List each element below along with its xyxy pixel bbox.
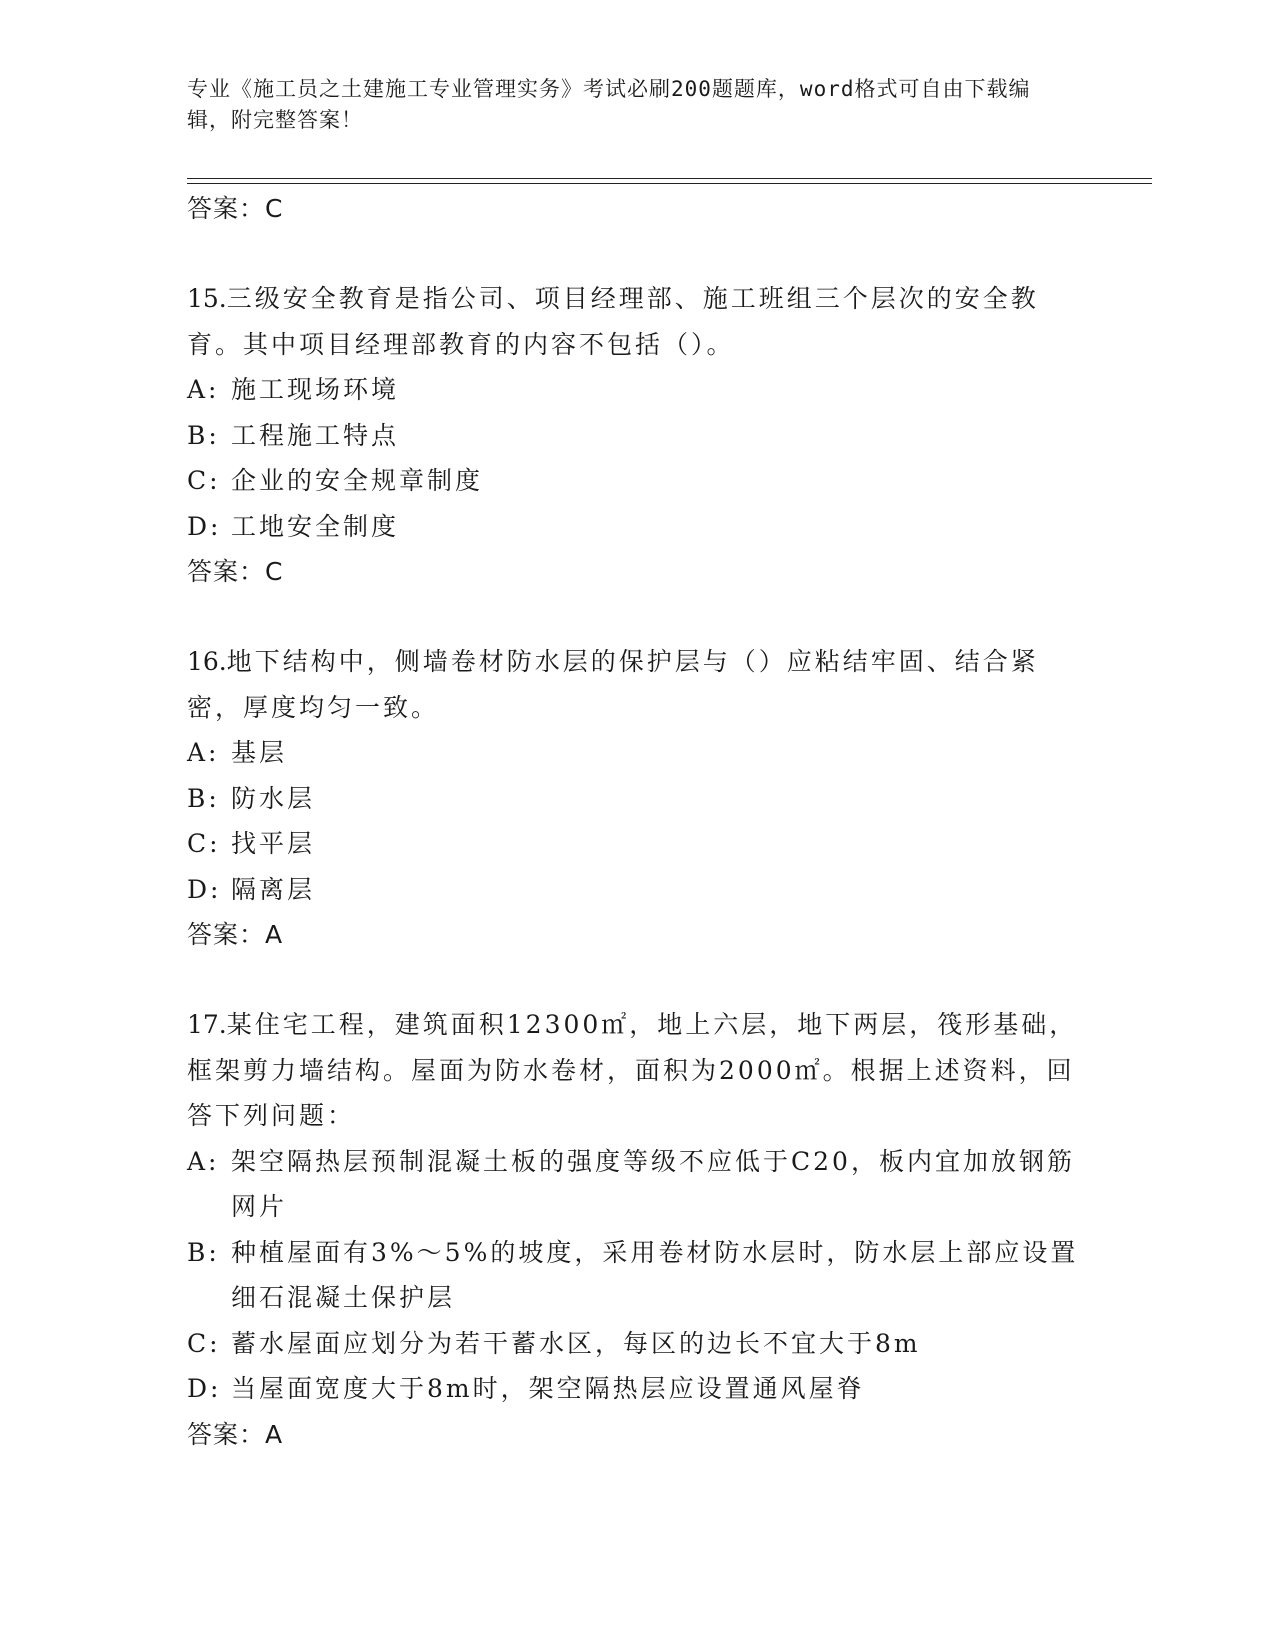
option-b [187, 776, 1087, 822]
question-text [187, 1002, 1087, 1139]
question-16 [187, 639, 1087, 958]
option-d [187, 867, 1087, 913]
option-text: 施工现场环境 [231, 375, 400, 404]
option-letter: C: [187, 829, 221, 858]
option-d [187, 1366, 1087, 1412]
page-header [187, 74, 1067, 136]
option-a [187, 1139, 1087, 1230]
option-text: 种植屋面有3%～5%的坡度，采用卷材防水层时，防水层上部应设置细石混凝土保护层 [231, 1237, 1079, 1312]
question-body: 三级安全教育是指公司、项目经理部、施工班组三个层次的安全教育。其中项目经理部教育的内容不包括（）。 [187, 284, 1039, 359]
option-c [187, 821, 1087, 867]
question-number: 15. [187, 284, 227, 313]
option-text: 基层 [231, 738, 288, 767]
option-text: 找平层 [231, 829, 316, 858]
question-17 [187, 1002, 1087, 1458]
answer-line: 答案：A [187, 1419, 284, 1449]
option-text: 防水层 [231, 783, 316, 813]
option-b [187, 1230, 1087, 1321]
option-letter: C: [187, 466, 221, 495]
option-text: 企业的安全规章制度 [231, 466, 484, 495]
option-letter: D: [187, 511, 222, 541]
option-letter: A: [187, 375, 220, 404]
header-text: 专业《施工员之土建施工专业管理实务》考试必刷200题题库，word格式可自由下载编辑，附完整答案！ [187, 77, 1031, 132]
option-letter: B: [187, 420, 220, 450]
question-number: 16. [187, 647, 227, 676]
option-text: 当屋面宽度大于8m时，架空隔热层应设置通风屋脊 [231, 1374, 865, 1403]
answer-line: 答案：C [187, 557, 284, 586]
answer-line: 答案：A [187, 920, 284, 949]
question-body: 某住宅工程，建筑面积12300㎡，地上六层，地下两层，筏形基础，框架剪力墙结构。屋面为防水卷材，面积为2000㎡。根据上述资料，回答下列问题： [187, 1010, 1078, 1130]
option-letter: D: [187, 1374, 222, 1403]
option-c [187, 458, 1087, 504]
header-divider [187, 178, 1152, 184]
answer-line: 答案：C [187, 194, 284, 223]
option-letter: A: [187, 1146, 220, 1176]
option-text: 蓄水屋面应划分为若干蓄水区，每区的边长不宜大于8m [231, 1328, 921, 1358]
option-text: 架空隔热层预制混凝土板的强度等级不应低于C20，板内宜加放钢筋网片 [231, 1146, 1075, 1221]
option-a [187, 730, 1087, 776]
option-letter: B: [187, 783, 220, 813]
question-text [187, 276, 1087, 367]
document-body [187, 186, 1087, 1458]
option-text: 隔离层 [231, 874, 316, 904]
option-d [187, 504, 1087, 550]
question-body: 地下结构中，侧墙卷材防水层的保护层与（）应粘结牢固、结合紧密，厚度均匀一致。 [187, 647, 1039, 722]
option-text: 工地安全制度 [231, 511, 400, 541]
question-15 [187, 276, 1087, 595]
option-a [187, 367, 1087, 413]
option-c [187, 1321, 1087, 1367]
question-number: 17. [187, 1010, 227, 1039]
option-letter: C: [187, 1328, 221, 1358]
option-letter: B: [187, 1237, 220, 1267]
option-letter: A: [187, 738, 220, 767]
option-text: 工程施工特点 [231, 420, 400, 450]
question-text [187, 639, 1087, 730]
option-letter: D: [187, 874, 222, 904]
option-b [187, 413, 1087, 459]
